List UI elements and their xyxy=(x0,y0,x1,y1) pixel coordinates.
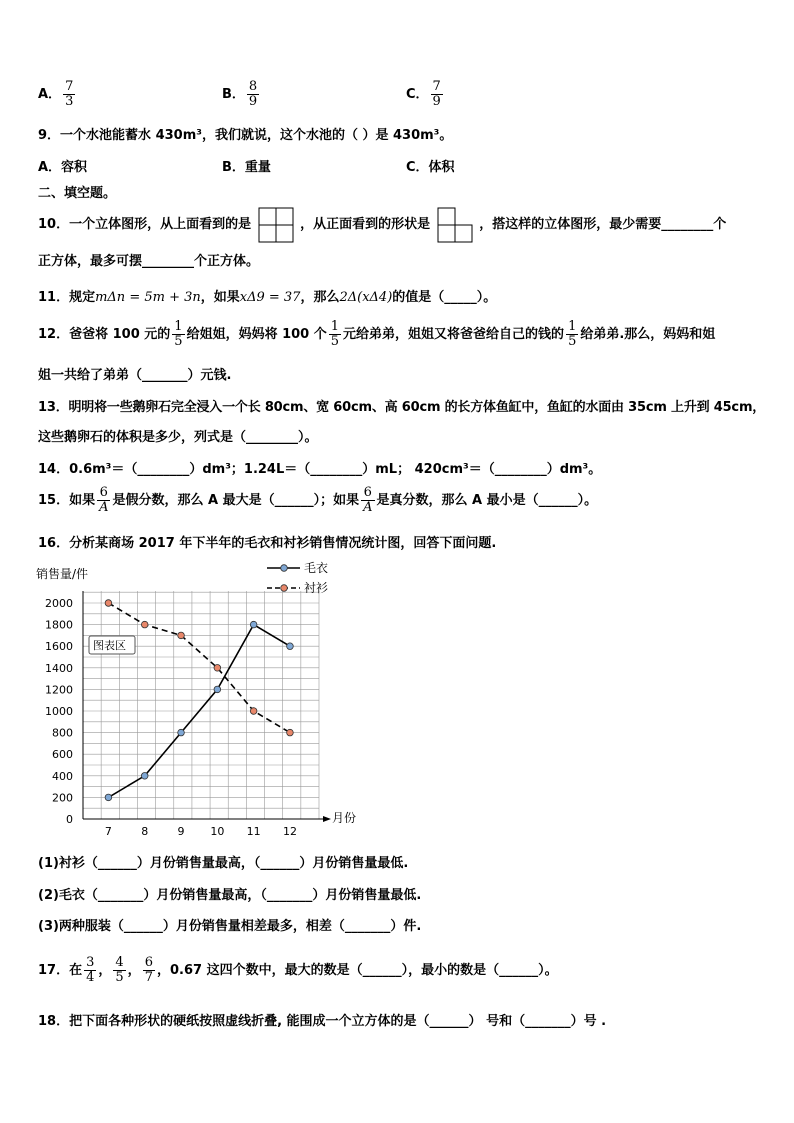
data-point xyxy=(178,632,185,639)
y-tick-label: 1000 xyxy=(45,705,73,718)
q17-text: 17．在 $\frac{3}{4}$ ， $\frac{4}{5}$ ， $\frac{6}{7}$ ，0.67 这四个数中，最大的数是（______），最小的数是（______）。 xyxy=(38,955,558,985)
q15-text: 15．如果 $\frac{6}{A}$ 是假分数，那么 A 最大是（______）；如果 $\frac{6}{A}$ 是真分数，那么 A 最小是（______）。 xyxy=(38,485,598,515)
legend-marker xyxy=(281,565,288,572)
y-tick-label: 2000 xyxy=(45,597,73,610)
x-tick-label: 10 xyxy=(210,825,225,838)
chart-area-tooltip xyxy=(89,636,135,654)
data-point xyxy=(214,665,221,672)
q18-text: 18．把下面各种形状的硬纸按照虚线折叠, 能围成一个立方体的是（______） 号和（_______）号 . xyxy=(38,1014,607,1029)
y-tick-label: 1200 xyxy=(45,683,73,697)
chart-grid xyxy=(83,591,319,819)
legend-marker xyxy=(281,585,288,592)
q13-line1: 13．明明将一些鹅卵石完全浸入一个长 80cm、宽 60cm、高 60cm 的长方体鱼缸中，鱼缸的水面由 35cm 上升到 45cm， xyxy=(38,400,766,415)
chart-area-label: 图表区 xyxy=(93,639,126,652)
q16-text: 16．分析某商场 2017 年下半年的毛衣和衬衫销售情况统计图，回答下面问题. xyxy=(38,536,497,551)
q12-line2: 姐一共给了弟弟（_______）元钱. xyxy=(38,368,232,383)
y-tick-label: 600 xyxy=(52,748,73,762)
q9-text: 9．一个水池能蓄水 430m³，我们就说，这个水池的（ ）是 430m³。 xyxy=(38,128,453,143)
q9-option-c: C．体积 xyxy=(406,160,455,175)
q14-text: 14．0.6m³＝（________）dm³；1.24L＝（________）mL； 420cm³＝（________）dm³。 xyxy=(38,462,602,477)
y-tick-label: 200 xyxy=(52,791,73,805)
data-point xyxy=(141,621,148,628)
legend-label: 衬衫 xyxy=(304,581,329,595)
q8-option-a: A． $\frac{7}{3}$ xyxy=(38,79,74,109)
q12-line1: 12．爸爸将 100 元的 $\frac{1}{5}$ 给姐姐，妈妈将 100 个 $\frac{1}{5}$ 元给弟弟，姐姐又将爸爸给自己的钱的 $\frac{1}{5}$ 给弟弟.那么，妈妈和姐 xyxy=(38,319,716,349)
x-tick-label: 9 xyxy=(177,825,185,838)
y-axis-label: 销售量/件 xyxy=(36,567,89,581)
legend-label: 毛衣 xyxy=(304,561,329,575)
top-view-figure xyxy=(258,207,294,243)
data-point xyxy=(178,729,185,736)
data-point xyxy=(287,729,294,736)
q16-sub1: (1)衬衫（______）月份销售量最高，（______）月份销售量最低. xyxy=(38,856,409,871)
q10-line2: 正方体，最多可摆________个正方体。 xyxy=(38,254,260,269)
chart-legend xyxy=(267,561,328,595)
data-point xyxy=(214,686,221,693)
x-tick-label: 12 xyxy=(282,825,297,838)
q16-sub3: (3)两种服装（______）月份销售量相差最多，相差（_______）件. xyxy=(38,919,422,934)
q9-option-b: B．重量 xyxy=(222,160,271,175)
q16-sub2: (2)毛衣（_______）月份销售量最高，（_______）月份销售量最低. xyxy=(38,888,422,903)
x-axis-label: 月份 xyxy=(332,811,357,825)
q11-text: 11．规定mΔn = 5m + 3n，如果xΔ9 = 37，那么2Δ(xΔ4)的值是（_____）。 xyxy=(38,290,497,305)
data-point xyxy=(105,794,112,801)
data-point xyxy=(250,621,257,628)
front-view-figure xyxy=(437,207,473,243)
data-point xyxy=(141,773,148,780)
chart-axes xyxy=(83,591,331,822)
q8-option-c: C． $\frac{7}{9}$ xyxy=(406,79,441,109)
x-tick-label: 8 xyxy=(141,825,149,838)
y-tick-labels xyxy=(45,597,73,826)
x-tick-labels xyxy=(105,825,297,838)
y-tick-label: 1600 xyxy=(45,640,73,654)
q13-line2: 这些鹅卵石的体积是多少，列式是（________）。 xyxy=(38,430,318,445)
q9-option-a: A．容积 xyxy=(38,160,88,175)
y-tick-label: 400 xyxy=(52,769,73,783)
x-tick-label: 7 xyxy=(104,825,112,838)
data-point xyxy=(250,708,257,715)
sales-line-chart xyxy=(30,558,370,843)
x-tick-label: 11 xyxy=(246,825,261,838)
data-point xyxy=(287,643,294,650)
x-axis-arrow xyxy=(323,816,331,822)
data-point xyxy=(105,600,112,607)
section-title: 二、填空题。 xyxy=(38,186,117,201)
q10-line1: 10．一个立体图形，从上面看到的是 ，从正面看到的形状是 ，搭这样的立体图形，最少需要________个 xyxy=(38,213,726,232)
q8-option-b: B． $\frac{8}{9}$ xyxy=(222,79,258,109)
y-tick-label: 800 xyxy=(52,726,73,740)
y-tick-label: 1800 xyxy=(45,618,73,632)
y-tick-label: 0 xyxy=(66,813,73,826)
y-tick-label: 1400 xyxy=(45,661,73,675)
